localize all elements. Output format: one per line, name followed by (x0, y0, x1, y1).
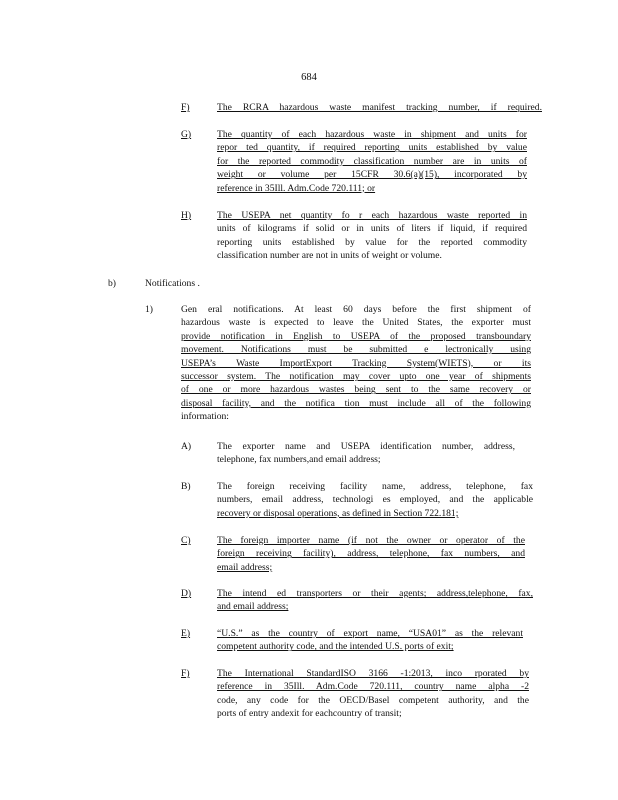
paragraph-text (217, 128, 527, 195)
paragraph-text (217, 587, 533, 614)
text-line: disposal facility, and the notifica tion must include all of the following (181, 397, 531, 409)
text-line: The exporter name and USEPA identification number, address, (217, 441, 515, 452)
paragraph-text (217, 209, 527, 263)
paragraph-label: E) (181, 628, 191, 639)
text-line: units of kilograms if solid or in units of liters if liquid, if required (217, 223, 527, 235)
text-line: reference in 35Ill. Adm.Code 720.111, country name alpha -2 (217, 681, 529, 693)
text-line: foreign receiving facility), address, telephone, fax numbers, and (217, 548, 525, 560)
text-line: The RCRA hazardous waste manifest tracking number, if required. (217, 102, 542, 113)
text-line: ports of entry andexit for eachcountry of transit; (217, 708, 402, 720)
text-line: The quantity of each hazardous waste in shipment and units for (217, 129, 527, 140)
paragraph-text (217, 667, 529, 721)
paragraph-label: D) (181, 588, 192, 599)
text-line: of one or more hazardous wastes being sent to the same recovery or (181, 384, 531, 396)
text-line: reporting units established by value for the reported commodity (217, 236, 527, 248)
paragraph-label: 1) (145, 304, 153, 315)
text-line: Gen eral notifications. At least 60 days before the first shipment of (181, 304, 531, 315)
text-line: weight or volume per 15CFR 30.6(a)(15), incorporated by (217, 169, 527, 181)
text-line: successor system. The notification may cover upto one year of shipments (181, 371, 531, 383)
text-line: recovery or disposal operations, as defined in Section 722.181; (217, 507, 459, 519)
text-line: USEPA’s Waste ImportExport Tracking System(WIETS), or its (181, 357, 531, 369)
paragraph-text (217, 534, 525, 574)
text-line: Notifications . (145, 278, 200, 289)
text-line: The foreign receiving facility name, address, telephone, fax (217, 481, 533, 492)
text-line: numbers, email address, technologi es employed, and the applicable (217, 494, 533, 506)
paragraph-label: G) (181, 129, 192, 140)
text-line: The USEPA net quantity fo r each hazardous waste reported in (217, 210, 527, 221)
text-line: The International StandardISO 3166 -1:2013, inco rporated by (217, 668, 529, 679)
text-line: reference in 35Ill. Adm.Code 720.111; or (217, 182, 376, 194)
paragraph-label: H) (181, 210, 192, 221)
text-line: movement. Notifications must be submitted e lectronically using (181, 344, 531, 356)
paragraph-label: B) (181, 481, 191, 492)
text-line: classification number are not in units of weight or volume. (217, 250, 442, 262)
text-line: telephone, fax numbers,and email address; (217, 454, 381, 466)
text-line: hazardous waste is expected to leave the United States, the exporter must (181, 317, 531, 329)
text-line: provide notification in English to USEPA of the proposed transboundary (181, 330, 531, 342)
text-line: information: (181, 411, 229, 423)
page-number: 684 (301, 72, 317, 83)
paragraph-label: F) (181, 668, 190, 679)
text-line: for the reported commodity classification number are in units of (217, 155, 527, 167)
paragraph-text (217, 480, 533, 520)
text-line: code, any code for the OECD/Basel competent authority, and the (217, 694, 529, 706)
text-line: and email address; (217, 601, 289, 613)
paragraph-text (217, 627, 523, 654)
text-line: The foreign importer name (if not the owner or operator of the (217, 535, 525, 546)
text-line: repor ted quantity, if required reporting units established by value (217, 142, 527, 154)
paragraph-label: C) (181, 535, 191, 546)
text-line: competent authority code, and the intended U.S. ports of exit; (217, 641, 454, 653)
paragraph-label: A) (181, 441, 192, 452)
text-line: The intend ed transporters or their agents; address,telephone, fax, (217, 588, 533, 599)
paragraph-text (145, 277, 235, 290)
paragraph-label: F) (181, 102, 190, 113)
text-line: email address; (217, 561, 273, 573)
paragraph-text (181, 303, 531, 424)
paragraph-text (217, 101, 542, 114)
paragraph-text (217, 440, 515, 467)
text-line: “U.S.” as the country of export name, “USA01” as the relevant (217, 628, 523, 639)
paragraph-label: b) (108, 278, 116, 289)
